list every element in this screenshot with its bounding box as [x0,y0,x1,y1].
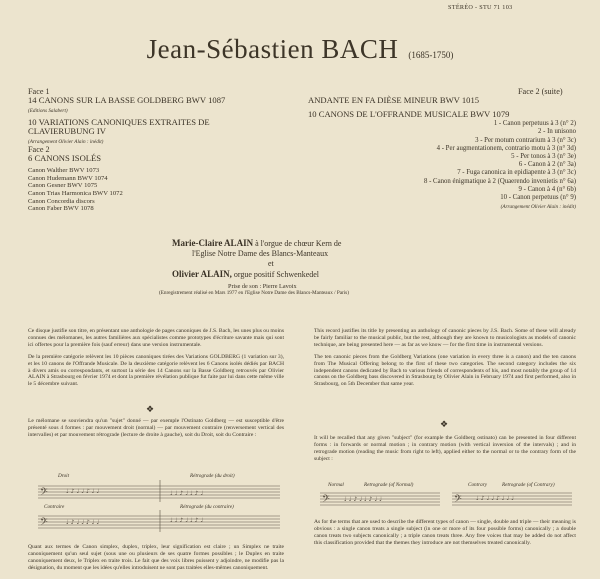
list-item: 8 - Canon énigmatique à 2 (Quaerendo invenietis n° 6a) [423,177,576,185]
svg-text:♩ ♪ ♩ ♩ ♪ ♩ ♩: ♩ ♪ ♩ ♩ ♪ ♩ ♩ [66,519,100,526]
list-item: 1 - Canon perpetuus à 3 (n° 2) [493,120,576,128]
label-droit: Droit [58,473,70,479]
svg-text:♩ ♩ ♪ ♩ ♩ ♪ ♩: ♩ ♩ ♪ ♩ ♩ ♪ ♩ [170,490,204,497]
face2-work: 6 CANONS ISOLÉS [28,153,102,164]
performer-marie-claire [172,238,502,249]
staff-en-left [320,493,440,507]
performer-instrument: à l'orgue de chœur Kern de [255,239,342,248]
right-program [308,87,576,210]
paragraph: Ce disque justifie son titre, en présentant une anthologie de pages canoniques de J.S. Bach, les unes plus ou moins connues des mélomanes, les autres familières aux spécialistes comme prototypes d'écriture savante mais qui sont ici offertes pour la première fois (sauf erreur) dans une version instrumentale. [28,328,284,348]
svg-text:♩ ♩ ♪ ♩ ♩ ♪ ♩ ♩: ♩ ♩ ♪ ♩ ♩ ♪ ♩ ♩ [344,496,382,503]
list-item: 3 - Per motum contrarium à 3 (n° 3c) [475,136,576,144]
english-notes-forms [314,435,576,463]
performer-name: Marie-Claire ALAIN [172,238,254,248]
staff-lower [38,510,280,532]
paragraph: This record justifies its title by presenting an anthology of canonic pieces by J.S. Bach. Some of these will already be fairly familiar to the musical public, but the rest, although they are known to musicologists as models of canonic technique, are being presented here — as far as we know — for the first time in instrumental versions. [314,328,576,348]
list-item: 4 - Per augmentationem, contrario motu à 3 (n° 3d) [436,144,576,152]
performer-name: Olivier ALAIN, [172,269,232,279]
andante-title: ANDANTE EN FA DIÈSE MINEUR BWV 1015 [308,95,480,106]
bass-clef-icon: 𝄢 [40,486,48,500]
bass-clef-icon: 𝄢 [454,493,462,507]
list-item: Canon Faber BWV 1078 [28,205,94,213]
list-item: 7 - Fuga canonica in epidiapente à 3 (n° 3c) [457,169,576,177]
recording-info: (Enregistrement réalisé en Mars 1977 en l'Eglise Notre Dame des Blancs-Manteaux / Paris) [159,290,349,297]
paragraph: The ten canonic pieces from the Goldberg Variations (one variation in every three is a canon) and the ten canons from The Musical Offering belong to the first of these two categories. The second category includes the six independent canons dedicated by Bach to various friends of correspondents of his, and most notably the group of 14 canons on the Goldberg bass discovered in Strasbourg by Olivier Alain in February 1974 and first performed, also in Strasbourg, on 5th December that same year. [314,353,576,388]
music-example-en [316,479,576,515]
list-item: Canon Hudemann BWV 1074 [28,174,108,182]
bass-clef-icon: 𝄢 [40,516,48,530]
svg-text:♩ ♩ ♪ ♩ ♩ ♪ ♩: ♩ ♩ ♪ ♩ ♩ ♪ ♩ [170,517,204,524]
face1-work2-line1: 10 VARIATIONS CANONIQUES EXTRAITES DE [28,117,210,128]
paragraph: De la première catégorie relèvent les 10 pièces canoniques tirées des Variations GOLDBERG (1 variation sur 3), et les 10 canons de l'Offrande Musicale. De la deuxième catégorie relèvent les 6 Canons isolés dédiés par BACH à divers amis ou correspondants, et surtout la série des 14 Canons sur la Basse Goldberg retrouvés par Olivier ALAIN à Strasbourg en février 1974 et dont la première révélation publique fut faite par lui dans cette même ville le 5 décembre suivant. [28,353,284,388]
canon-list [28,167,308,213]
face1-work2-line2: CLAVIERUBUNG IV [28,126,106,137]
list-item: Canon Concordia discors [28,197,95,205]
conjunction: et [268,259,274,268]
face1-work1-note: (Editions Salabert) [28,107,68,114]
face1-work2-note: (Arrangement Olivier Alain : inédit) [28,138,104,145]
staff-en-right [452,493,572,507]
performer-venue: l'Eglise Notre Dame des Blancs-Manteaux [192,249,329,258]
label-retro-droit: Rétrograde (du droit) [190,473,235,479]
title-block [0,34,600,65]
ornament-icon: ❖ [440,419,449,429]
list-item: 2 - In unisono [538,128,576,136]
french-notes-forms [28,418,284,439]
list-item: 9 - Canon à 4 (n° 6b) [518,185,576,193]
french-notes [28,328,284,388]
list-item: 10 - Canon perpetuus (n° 9) [500,194,576,202]
list-item: 5 - Per tonos à 3 (n° 3e) [511,153,576,161]
sound-engineer: Prise de son : Pierre Lavoix [228,283,297,290]
music-example-fr [30,472,284,542]
label-retro-normal: Retrograde (of Normal) [364,482,414,488]
list-item: 6 - Canon à 2 (n° 3a) [518,161,576,169]
composer-dates: (1685-1750) [408,50,454,60]
french-notes-terms [28,544,284,572]
staff-fr [30,472,284,542]
face2-suite-label: Face 2 (suite) [518,87,563,96]
svg-text:♩ ♪ ♩ ♩ ♪ ♩ ♩: ♩ ♪ ♩ ♩ ♪ ♩ ♩ [66,488,100,495]
paragraph: Quant aux termes de Canon simplex, duplex, triplex, leur signification est claire ; un Simplex ne traite canoniquement qu'un seul sujet (sous une ou plusieurs de ses quatre formes possibles ; le Duplex en traite canoniquement deux, le Triplex en traite trois. Le fait que des voix libres puissent y adjoindre, ne modifie pas la désignation, du moment que les idées qu'elles introduisent ne sont pas traitées elles-mêmes canoniquement. [28,544,284,571]
staff-upper [38,480,280,502]
list-item: Canon Gesner BWV 1075 [28,182,98,190]
paragraph: As for the terms that are used to describe the different types of canon — single, double and triple — their meaning is obvious : a single canon treats a single subject (in one or more of its four possible forms) canonically ; a double canon treats two subjects canonically ; a triple canon treats three. Any free voices that may be added do not affect this classification provided that the themes they introduce are not themselves treated canonically. [314,519,576,546]
face1-label: Face 1 [28,87,50,96]
offrande-note: (Arrangement Olivier Alain : inédit) [500,204,576,211]
svg-text:♩ ♪ ♩ ♩ ♪ ♩ ♩ ♩: ♩ ♪ ♩ ♩ ♪ ♩ ♩ ♩ [476,495,514,502]
english-notes [314,328,576,388]
paragraph: Le mélomane se souviendra qu'un "sujet" donné — par exemple l'Ostinato Goldberg — est susceptible d'être présenté sous 4 formes : par mouvement droit (normal) — par mouvement contraire (renversement vertical des intervalles) et par mouvement rétrograde (lecture de droite à gauche), soit du Droit, soit du Contraire : [28,418,284,438]
bass-clef-icon: 𝄢 [322,493,330,507]
label-contraire: Contraire [44,504,65,510]
performer-olivier [172,269,502,280]
paragraph: It will be recalled that any given "subject" (for example the Goldberg ostinato) can be presented in four different forms : in forwards or normal motion ; in contrary motion (with vertical inversion of the intervals) ; and in retrograde motion (reading the music from right to left), applied either to the normal or to the contrary form of the subject : [314,435,576,462]
english-notes-terms [314,519,576,547]
face1-work1: 14 CANONS SUR LA BASSE GOLDBERG BWV 1087 [28,95,226,106]
ornament-icon: ❖ [146,404,155,414]
label-normal: Normal [328,482,344,488]
offrande-title: 10 CANONS DE L'OFFRANDE MUSICALE BWV 1079 [308,108,510,119]
catalog-number: STÉRÉO - STU 71 103 [448,4,513,11]
offrande-list [308,120,576,210]
performer-instrument: orgue positif Schwenkedel [233,270,320,279]
label-contrary: Contrary [468,482,488,488]
label-retro-contraire: Rétrograde (du contraire) [180,504,234,510]
list-item: Canon Walther BWV 1073 [28,166,100,174]
face2-label: Face 2 [28,145,50,155]
list-item: Canon Trias Harmonica BWV 1072 [28,189,123,197]
left-program [28,87,308,213]
composer-title: Jean-Sébastien BACH [146,34,399,64]
performers-block [159,238,502,297]
label-retro-contrary: Retrograde (of Contrary) [502,482,555,488]
